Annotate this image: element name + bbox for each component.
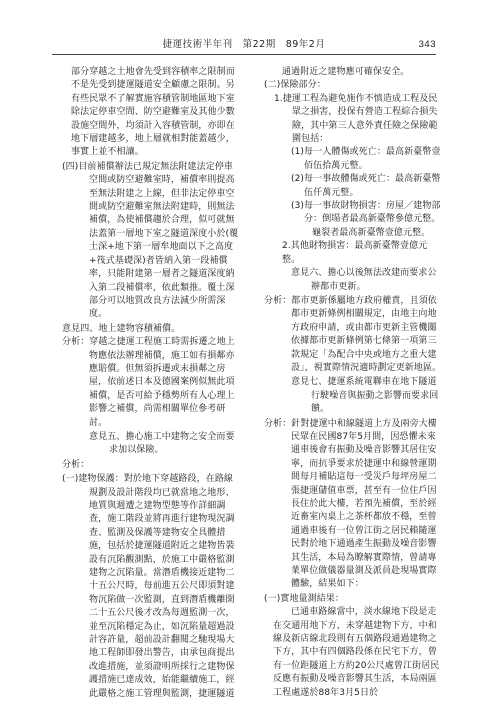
running-header xyxy=(52,38,436,55)
paragraph: 分析：穿越之捷運工程施工時需拆遷之地上物應依法辦理補償，施工如有損鄰亦應賠償。但無須拆遷或未損鄰之房屋，依前述日本及德國案例似無此項補償，是否可給予穩勢所有人心理上影響之補償，尚需相關單位參考研討。 xyxy=(62,337,235,428)
paragraph: 意見七、捷運系統電聯車在地下隧道行駛噪音與振動之影響而要求回饋。 xyxy=(291,377,439,415)
paragraph: 1.捷運工程為避免施作不慎造成工程及民眾之損害，投保有營造工程綜合損失險，其中第三人意外責任險之保險範圍包括： xyxy=(274,93,438,145)
paragraph: (1)每一人體傷或死亡：最高新臺幣壹佰伍拾萬元整。 xyxy=(291,147,441,171)
paragraph: 龜裂者最高新臺幣壹億元整。 xyxy=(312,227,431,238)
paragraph: 意見六、擔心以後無法改建而要求公辦都市更新。 xyxy=(291,268,437,292)
paragraph: (四)目前補償辦法已規定無法附建法定停車空間或防空避難室時，補償率則提高至無法附建之上線，但非法定停車空間或防空避難室無法附建時，則無法補償，為使補償趨於合理，似可就無法蓋第一層地下室之隧道深度小於(覆土深+地下第一層牟地面以下之高度+筏式基礎深)者皆納入第一段補償率，只能附建第一層者之隧道深度納入第二段補償率，依此類推。覆土深部分可以地質改良方法減少所需深度。 xyxy=(62,161,239,320)
paragraph: (2)每一事故體傷或死亡：最高新臺幣伍仟萬元整。 xyxy=(291,174,441,198)
left-column xyxy=(62,66,239,701)
paragraph: 分析： xyxy=(62,459,90,470)
paragraph: 意見五、擔心施工中建物之安全而要求加以保險。 xyxy=(89,431,235,456)
paragraph: (一)建物保護：對於地下穿越路段，在路線規劃及設計階段均已就當地之地形、地質與週遭之建物型態等作詳細調查，施工階段並將再進行建物現況調查、監測及保護等建物安全具體措施，包括於捷運隧道附近之建物皆裝設有沉陷觀測點，於施工中嚴格監測建物之沉陷量。當潛盾機接近建物二十五公尺時，每前進五公尺即須對建物沉陷做一次監測，直到潛盾機離開二十五公尺後才改為每週監測一次，並至沉陷穩定為止，如沉陷量超過設計容許量，超前設計翻閱之馳現場大地工程師即發出警告，由承包商提出改進措施，並須證明所採行之建物保護措施已達成效，始能繼續施工，經此嚴格之施工管理與監測，捷運隧道 xyxy=(62,474,235,699)
paragraph: 意見四、地上建物容積補償。 xyxy=(62,323,181,334)
paragraph: 2.其他財物損害：最高新臺幣壹億元整。 xyxy=(282,241,428,265)
paragraph: (二)保險部分： xyxy=(264,80,326,91)
paragraph: 分析：針對捷運中和線隧道上方及兩旁大樓民眾在民國87年5月間，因恐懼未來通車後會有振動及噪音影響其居住安寧，而抗爭要求於捷運中和線營運期間每月補貼這每一受災戶每坪房屋二張捷運儲值車票，甚至有一位住戶因長住於此大樓，若預先補償，至於經近畜室內桌上之茶杯都放不穩，至曾通過車後有一位曾江街之居民賴隨運民對於地下通過產生振動及噪音影響其生活，本局為瞭解實際情，曾請專業單位做儀器量測及派員赴現場實際體驗，結果如下： xyxy=(264,418,437,590)
paragraph: (一)實地量測結果： xyxy=(264,593,345,604)
page-number: 343 xyxy=(418,39,436,50)
right-column xyxy=(264,66,442,700)
paragraph: 已通車路線當中，淡水線地下段是走在交通用地下方，未穿越建物下方，中和線及新店線北段則有五個路段通過建物之下方，其中有四個路段係在民宅下方，曾有一位距隧道上方約20公尺處曾江街居民反應有振動及噪音影響其生活，本局兩區工程處遂於88年3月5日於 xyxy=(273,607,440,698)
paragraph: 通過附近之建物應可確保安全。 xyxy=(282,67,410,77)
paragraph: 分析：都市更新係屬地方政府權責，且須依都市更新條例相關規定，由地主向地方政府申請，或由都市更新主管機關依據都市更新條例第七條第一項第三款規定「為配合中央或地方之重大建設」，視實際情況適時劃定更新地區。 xyxy=(264,295,442,373)
paragraph: (3)每一事故財物損害：房屋／建物部分：倒塌者最高新臺幣參億元整。 xyxy=(291,201,441,225)
paragraph: 部分穿越之土地會先受到容積率之限制而不是先受到捷運隧道安全顧慮之限制。另有些民眾不了解實施容積管制地區地下室除法定停車空間、防空避難室及其他少數設施空間外，均須計入容積管制，亦即在地下層建越多，地上層就相對能蓋越少，事實上並不相讓。 xyxy=(71,67,235,158)
journal-title: 捷運技術半年刊 第22期 89年2月 xyxy=(162,39,326,50)
